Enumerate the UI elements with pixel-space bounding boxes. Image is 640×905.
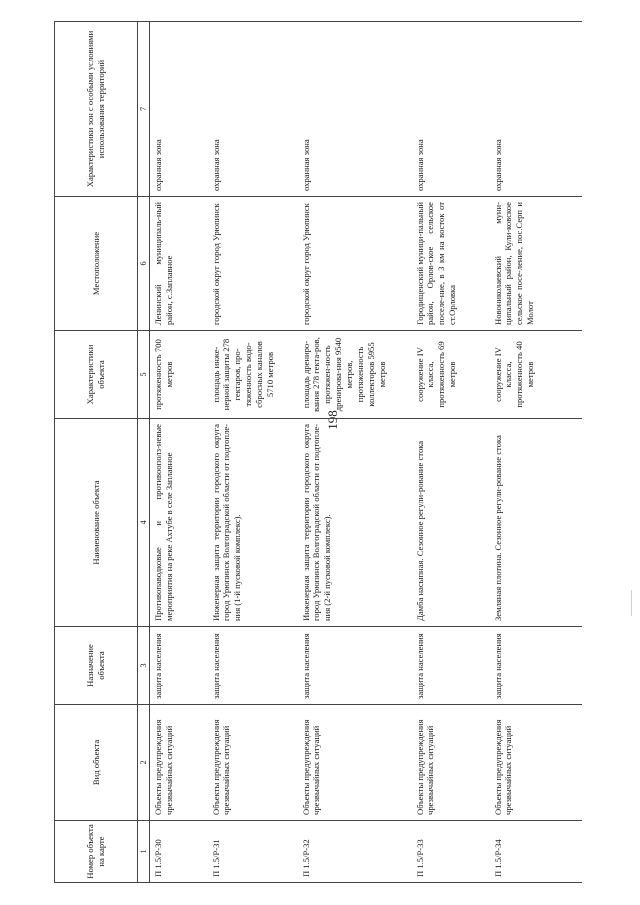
table-row bbox=[298, 22, 412, 883]
object-name: Земляная плотина. Сезонное регули-рование стока bbox=[490, 419, 582, 627]
object-name: Дамба насыпная. Сезонное регули-рование стока bbox=[412, 419, 490, 627]
object-purpose: защита населения bbox=[150, 627, 208, 705]
object-number: П 1.5/Р-33 bbox=[412, 821, 490, 883]
object-characteristics: протяженность 700 метров bbox=[150, 331, 208, 419]
object-type: Объекты предупреждения чрезвычайных ситуаций bbox=[412, 705, 490, 821]
object-characteristics: сооружение IV класса, протяженность 69 метров bbox=[412, 331, 490, 419]
column-number: 2 bbox=[138, 705, 150, 821]
zone-characteristics: охранная зона bbox=[298, 22, 412, 197]
rotated-page-content bbox=[54, 22, 587, 883]
object-type: Объекты предупреждения чрезвычайных ситуаций bbox=[208, 705, 298, 821]
table-row bbox=[490, 22, 582, 883]
object-name: Инженерная защита территории городского округа город Урюпинск Волгоградской области от подтопле-ния (1-й пусковой комплекс). bbox=[208, 419, 298, 627]
object-number: П 1.5/Р-34 bbox=[490, 821, 582, 883]
zone-characteristics: охранная зона bbox=[150, 22, 208, 197]
header-object-characteristics: Характеристики объекта bbox=[55, 331, 138, 419]
page-number: 198 bbox=[325, 410, 340, 430]
object-number: П 1.5/Р-30 bbox=[150, 821, 208, 883]
table-row bbox=[150, 22, 208, 883]
header-object-number: Номер объекта на карте bbox=[55, 821, 138, 883]
column-number: 3 bbox=[138, 627, 150, 705]
zone-characteristics: охранная зона bbox=[412, 22, 490, 197]
column-number: 1 bbox=[138, 821, 150, 883]
table-row bbox=[208, 22, 298, 883]
object-location: Ленинский муниципаль-ный район, с.Заплавное bbox=[150, 197, 208, 331]
object-purpose: защита населения bbox=[208, 627, 298, 705]
object-location: Городищенский муници-пальный район, Орлов-ское сельское поселе-ние, в 3 км на восток от ст.Орловка bbox=[412, 197, 490, 331]
object-type: Объекты предупреждения чрезвычайных ситуаций bbox=[298, 705, 412, 821]
table-row bbox=[412, 22, 490, 883]
zone-characteristics: охранная зона bbox=[208, 22, 298, 197]
object-characteristics: сооружение IV класса, протяженность 40 метров bbox=[490, 331, 582, 419]
objects-table bbox=[54, 21, 582, 883]
object-location: городской округ город Урюпинск bbox=[298, 197, 412, 331]
header-zone-characteristics: Характеристики зон с особыми условиями использования территорий bbox=[55, 22, 138, 197]
object-name: Противопаводковые и противоополз-невые мероприятия на реке Ахтубе в селе Заплавное bbox=[150, 419, 208, 627]
object-purpose: защита населения bbox=[412, 627, 490, 705]
object-type: Объекты предупреждения чрезвычайных ситуаций bbox=[490, 705, 582, 821]
zone-characteristics: охранная зона bbox=[490, 22, 582, 197]
object-number: П 1.5/Р-31 bbox=[208, 821, 298, 883]
object-location: городской округ город Урюпинск bbox=[208, 197, 298, 331]
object-characteristics: площадь инже-нерной защиты 278 гектаров, про-тяженность водо-сбросных каналов 5710 метров bbox=[208, 331, 298, 419]
header-object-purpose: Назначение объекта bbox=[55, 627, 138, 705]
column-number: 4 bbox=[138, 419, 150, 627]
header-location: Местоположение bbox=[55, 197, 138, 331]
object-number: П 1.5/Р-32 bbox=[298, 821, 412, 883]
object-type: Объекты предупреждения чрезвычайных ситуаций bbox=[150, 705, 208, 821]
column-number: 7 bbox=[138, 22, 150, 197]
column-number: 6 bbox=[138, 197, 150, 331]
header-object-name: Наименование объекта bbox=[55, 419, 138, 627]
object-purpose: защита населения bbox=[298, 627, 412, 705]
header-object-type: Вид объекта bbox=[55, 705, 138, 821]
scan-mark bbox=[631, 590, 632, 616]
object-name: Инженерная защита территории городского округа город Урюпинск Волгоградской области от подтопле-ния (2-й пусковой комплекс). bbox=[298, 419, 412, 627]
object-characteristics: площадь дрениро-вания 278 гекта-ров, протяжен-ность дренирова-ния 9540 метров, протяженность коллекторов 5955 метров bbox=[298, 331, 412, 419]
column-number: 5 bbox=[138, 331, 150, 419]
object-purpose: защита населения bbox=[490, 627, 582, 705]
object-location: Новониколаевский муни-ципальный район, Кули-ковское сельское посе-ление, пос.Серп и Молот bbox=[490, 197, 582, 331]
